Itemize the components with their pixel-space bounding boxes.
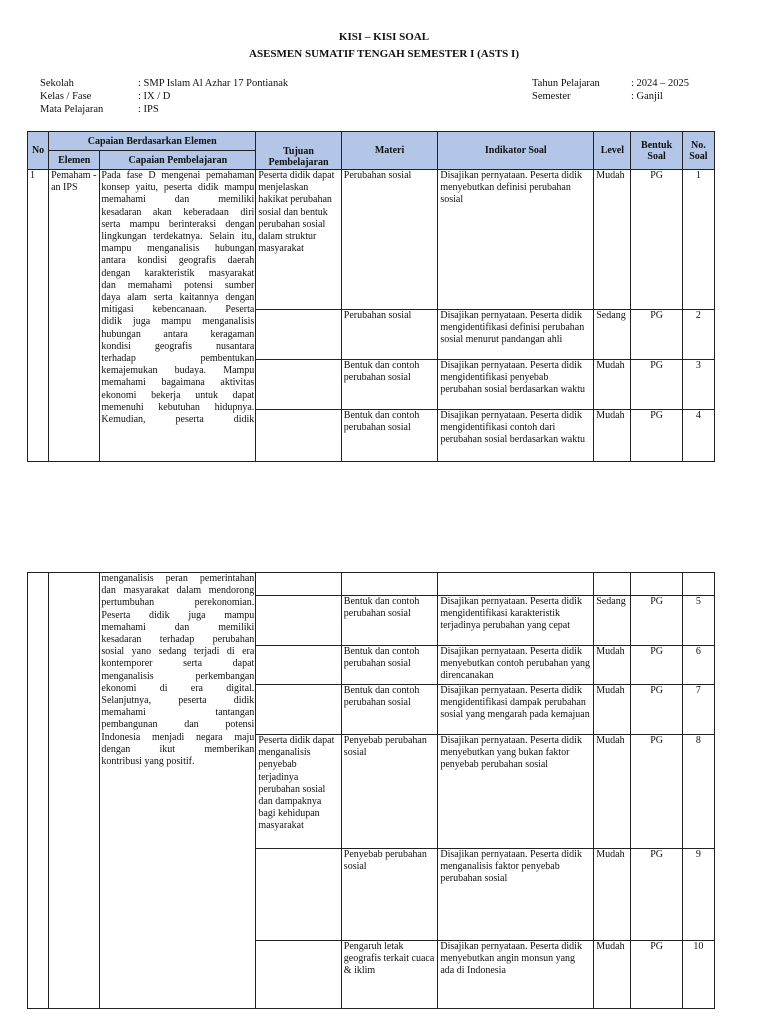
- bentuk-cell: PG: [631, 646, 682, 685]
- indikator-cell: Disajikan pernyataan. Peserta didik mengidentifikasi contoh dari perubahan sosial berdasarkan waktu: [438, 410, 594, 462]
- info-row: [40, 77, 288, 90]
- cp-line: Pada fase D mengenai pemahaman: [101, 170, 255, 181]
- indikator-cell: Disajikan pernyataan. Peserta didik mengidentifikasi penyebab perubahan sosial berdasarkan waktu: [438, 360, 594, 410]
- cp-line: dan memahami potensi sumber: [101, 279, 255, 291]
- info-label: Sekolah: [40, 78, 74, 89]
- level-cell: Mudah: [594, 170, 631, 310]
- header-elemen: Elemen: [49, 151, 100, 170]
- cp-line: mitigasi kebencanaan. Peserta: [101, 304, 255, 316]
- cp-line: Indonesia menjadi negara maju: [101, 731, 255, 743]
- level-cell: Mudah: [594, 941, 631, 1009]
- info-row: [40, 90, 288, 103]
- tujuan-cell-empty: [256, 596, 341, 646]
- kisi-table-page-1: [27, 131, 715, 462]
- bentuk-cell: PG: [631, 410, 682, 462]
- nosoal-cell: 10: [682, 941, 714, 1009]
- cp-cell-continued: [100, 573, 256, 1009]
- indikator-cell: Disajikan pernyataan. Peserta didik menyebutkan definisi perubahan sosial: [438, 170, 594, 310]
- indikator-cell: Disajikan pernyataan. Peserta didik menyebutkan contoh perubahan yang direncanakan: [438, 646, 594, 685]
- bentuk-cell: PG: [631, 596, 682, 646]
- nosoal-cell: 6: [682, 646, 714, 685]
- elemen-cell-empty: [49, 573, 100, 1009]
- cp-line: kontemporer serta dapat: [101, 658, 255, 670]
- header-indikator: Indikator Soal: [438, 132, 594, 170]
- nosoal-cell: 4: [682, 410, 714, 462]
- materi-cell: Pengaruh letak geografis terkait cuaca & iklim: [341, 941, 438, 1009]
- materi-cell: Bentuk dan contoh perubahan sosial: [341, 646, 438, 685]
- tujuan-cell: Peserta didik dapat menjelaskan hakikat perubahan sosial dan bentuk perubahan sosial dalam struktur masyarakat: [256, 170, 341, 310]
- nosoal-cell: 3: [682, 360, 714, 410]
- cp-line: pembangunan dan potensi: [101, 719, 255, 731]
- cp-line: didik juga mampu menganalisis: [101, 316, 255, 328]
- cp-line: pertumbuhan perekonomian.: [101, 597, 255, 609]
- info-row: [532, 77, 689, 90]
- cp-line: hubungan antara keragaman: [101, 328, 255, 340]
- tujuan-cell-empty: [256, 573, 341, 596]
- bentuk-cell: PG: [631, 685, 682, 735]
- level-cell: Sedang: [594, 310, 631, 360]
- info-left: [40, 77, 288, 116]
- indikator-cell: Disajikan pernyataan. Peserta didik mengidentifikasi dampak perubahan sosial yang mengarah pada kemajuan: [438, 685, 594, 735]
- tujuan-cell: Peserta didik dapat menganalisis penyebab terjadinya perubahan sosial dan dampaknya bagi kehidupan masyarakat: [256, 735, 341, 849]
- indikator-cell: Disajikan pernyataan. Peserta didik mengidentifikasi karakteristik terjadinya perubahan yang cepat: [438, 596, 594, 646]
- cp-line: memahami bagaimana aktivitas: [101, 377, 255, 389]
- info-value: : 2024 – 2025: [631, 78, 690, 89]
- cp-line: serta mampu berinteraksi dengan: [101, 218, 255, 230]
- nosoal-cell: 1: [682, 170, 714, 310]
- cp-line: dengan ikut memberikan: [101, 743, 255, 755]
- materi-cell: Perubahan sosial: [341, 310, 438, 360]
- cp-line: memenuhi kebutuhan hidupnya.: [101, 401, 255, 413]
- indikator-cell: Disajikan pernyataan. Peserta didik menyebutkan yang bukan faktor penyebab perubahan sosial: [438, 735, 594, 849]
- bentuk-cell: PG: [631, 941, 682, 1009]
- cp-line: Kemudian, peserta didik: [101, 414, 255, 426]
- header-no: No: [28, 132, 49, 170]
- level-cell: Mudah: [594, 410, 631, 462]
- tujuan-cell-empty: [256, 646, 341, 685]
- info-value: : Ganjil: [631, 91, 663, 102]
- cp-line: Peserta didik juga mampu: [101, 609, 255, 621]
- nosoal-cell: 7: [682, 685, 714, 735]
- cp-line: kontribusi yang positif.: [101, 756, 195, 768]
- row-number: 1: [28, 170, 49, 462]
- cp-line: dengan karakteristik masyarakat: [101, 267, 255, 279]
- cp-line: antara kondisi geografis daerah: [101, 255, 255, 267]
- level-cell-empty: [594, 573, 631, 596]
- tujuan-cell-empty: [256, 941, 341, 1009]
- cp-cell: [100, 170, 256, 462]
- cp-line: kesadaran akan keberadaan diri: [101, 206, 255, 218]
- materi-cell: Penyebab perubahan sosial: [341, 849, 438, 941]
- indikator-cell-empty: [438, 573, 594, 596]
- cp-line: memahami dan memiliki: [101, 621, 255, 633]
- cp-line: terhadap pembentukan: [101, 353, 255, 365]
- indikator-cell: Disajikan pernyataan. Peserta didik menganalisis faktor penyebab perubahan sosial: [438, 849, 594, 941]
- tujuan-cell-empty: [256, 849, 341, 941]
- materi-cell: Bentuk dan contoh perubahan sosial: [341, 360, 438, 410]
- bentuk-cell: PG: [631, 735, 682, 849]
- info-value: : IPS: [138, 104, 159, 115]
- indikator-cell: Disajikan pernyataan. Peserta didik mengidentifikasi definisi perubahan sosial menurut pandangan ahli: [438, 310, 594, 360]
- header-tujuan: Tujuan Pembelajaran: [256, 132, 341, 170]
- cp-line: memahami tantangan: [101, 707, 255, 719]
- level-cell: Mudah: [594, 849, 631, 941]
- header-no-soal: No. Soal: [682, 132, 714, 170]
- elemen-cell: Pemaham -an IPS: [49, 170, 100, 462]
- cp-line: konsep yaitu, peserta didik mampu: [101, 182, 255, 194]
- nosoal-cell: 8: [682, 735, 714, 849]
- cp-line: lingkungan terdekatnya. Selain itu,: [101, 231, 255, 243]
- materi-cell: Perubahan sosial: [341, 170, 438, 310]
- cp-line: ekonomi di era digital.: [101, 682, 255, 694]
- row-number-empty: [28, 573, 49, 1009]
- nosoal-cell: 2: [682, 310, 714, 360]
- kisi-table-page-2: [27, 572, 715, 1009]
- level-cell: Mudah: [594, 646, 631, 685]
- cp-line: Selanjutnya, peserta didik: [101, 695, 255, 707]
- document-subtitle: ASESMEN SUMATIF TENGAH SEMESTER I (ASTS I): [249, 48, 519, 60]
- cp-line: kesadaran terhadap perubahan: [101, 634, 255, 646]
- level-cell: Mudah: [594, 360, 631, 410]
- tujuan-cell-empty: [256, 310, 341, 360]
- level-cell: Mudah: [594, 735, 631, 849]
- info-value: : SMP Islam Al Azhar 17 Pontianak: [138, 78, 289, 89]
- bentuk-cell-empty: [631, 573, 682, 596]
- nosoal-cell: 5: [682, 596, 714, 646]
- header-level: Level: [594, 132, 631, 170]
- tujuan-cell-empty: [256, 410, 341, 462]
- indikator-cell: Disajikan pernyataan. Peserta didik menyebutkan angin monsun yang ada di Indonesia: [438, 941, 594, 1009]
- cp-line: menganalisis peran pemerintahan: [101, 573, 255, 584]
- header-capaian: Capaian Berdasarkan Elemen: [49, 132, 256, 151]
- cp-line: kondisi geografis nusantara: [101, 340, 255, 352]
- materi-cell-empty: [341, 573, 438, 596]
- bentuk-cell: PG: [631, 170, 682, 310]
- header-materi: Materi: [341, 132, 438, 170]
- cp-line: menganalisis perkembangan: [101, 670, 255, 682]
- materi-cell: Bentuk dan contoh perubahan sosial: [341, 596, 438, 646]
- bentuk-cell: PG: [631, 849, 682, 941]
- level-cell: Sedang: [594, 596, 631, 646]
- header-bentuk: Bentuk Soal: [631, 132, 682, 170]
- cp-line: ekonomi bekerja untuk dapat: [101, 389, 255, 401]
- tujuan-cell-empty: [256, 685, 341, 735]
- info-row: [40, 103, 288, 116]
- cp-line: kemajemukan budaya. Mampu: [101, 365, 255, 377]
- info-value: : IX / D: [138, 91, 171, 102]
- nosoal-cell: 9: [682, 849, 714, 941]
- cp-line: daya alam serta kaitannya dengan: [101, 292, 255, 304]
- bentuk-cell: PG: [631, 310, 682, 360]
- info-row: [532, 90, 689, 103]
- materi-cell: Penyebab perubahan sosial: [341, 735, 438, 849]
- cp-line: memahami dan memiliki: [101, 194, 255, 206]
- info-label: Semester: [532, 91, 571, 102]
- bentuk-cell: PG: [631, 360, 682, 410]
- level-cell: Mudah: [594, 685, 631, 735]
- document-title: KISI – KISI SOAL: [338, 31, 430, 43]
- info-right: [532, 77, 689, 103]
- tujuan-cell-empty: [256, 360, 341, 410]
- cp-line: sosial yano sedang terjadi di era: [101, 646, 255, 658]
- header-cp: Capaian Pembelajaran: [100, 151, 256, 170]
- info-label: Kelas / Fase: [40, 91, 92, 102]
- nosoal-cell-empty: [682, 573, 714, 596]
- cp-line: mampu menganalisis hubungan: [101, 243, 255, 255]
- info-label: Mata Pelajaran: [40, 104, 104, 115]
- cp-line: dan masyarakat dalam mendorong: [101, 585, 255, 597]
- materi-cell: Bentuk dan contoh perubahan sosial: [341, 685, 438, 735]
- materi-cell: Bentuk dan contoh perubahan sosial: [341, 410, 438, 462]
- info-label: Tahun Pelajaran: [532, 78, 600, 89]
